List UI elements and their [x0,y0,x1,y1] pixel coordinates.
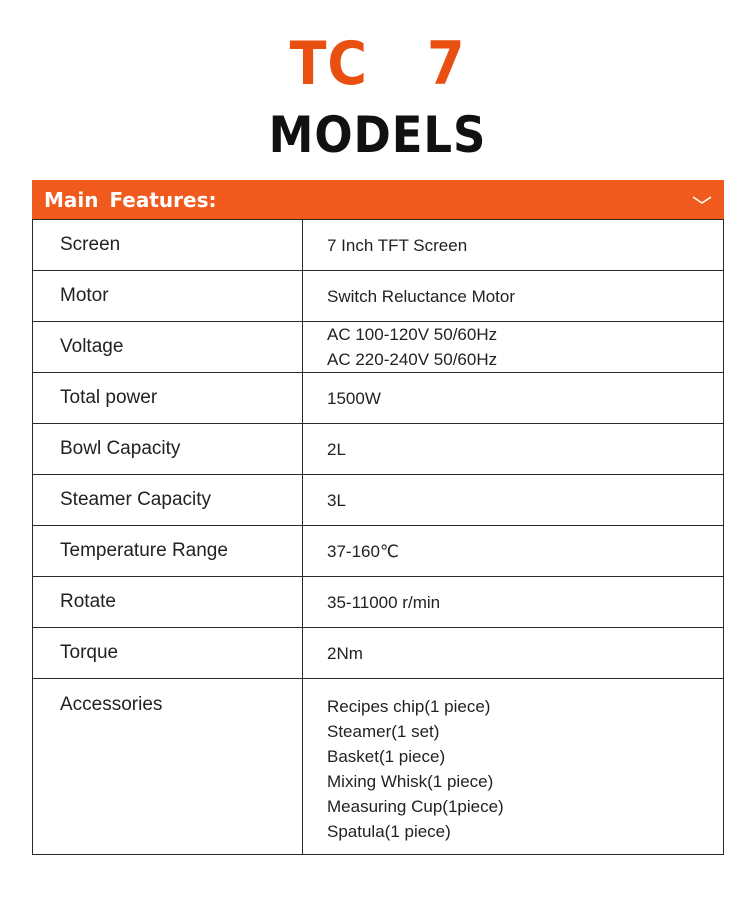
chevron-down-icon[interactable] [692,196,712,204]
spec-row [33,424,724,475]
spec-value [303,526,724,577]
spec-table [32,219,724,855]
spec-label: Temperature Range [33,526,303,577]
spec-value-line: Steamer(1 set) [327,722,440,741]
spec-value [303,424,724,475]
spec-value-line: 7 Inch TFT Screen [327,235,468,255]
spec-row [33,526,724,577]
spec-value [303,322,724,373]
spec-value-line: 2Nm [327,643,363,663]
page-title-models: MODELS [268,106,487,164]
spec-value-line: Switch Reluctance Motor [327,286,516,306]
spec-label: Total power [33,373,303,424]
spec-value [303,577,724,628]
spec-label: Accessories [33,679,303,855]
spec-row [33,220,724,271]
spec-label: Motor [33,271,303,322]
spec-value-line: AC 220-240V 50/60Hz [327,350,498,369]
spec-row [33,373,724,424]
spec-value-line: 37-160℃ [327,541,400,561]
spec-value-line: 35-11000 r/min [327,592,441,612]
spec-value-line: 2L [327,439,346,459]
spec-row [33,577,724,628]
spec-value-line: Mixing Whisk(1 piece) [327,772,494,791]
spec-label: Bowl Capacity [33,424,303,475]
spec-row [33,271,724,322]
spec-label: Steamer Capacity [33,475,303,526]
spec-value-line: Basket(1 piece) [327,747,446,766]
spec-label: Voltage [33,322,303,373]
spec-value [303,271,724,322]
spec-value [303,475,724,526]
spec-row [33,322,724,373]
main-features-bar[interactable] [32,180,724,220]
spec-label: Screen [33,220,303,271]
spec-row [33,679,724,855]
main-features-label: Main Features: [44,188,217,212]
spec-row [33,628,724,679]
page-title-model: TC 7 [289,29,466,99]
spec-value [303,679,724,855]
spec-value-line: AC 100-120V 50/60Hz [327,325,498,344]
spec-label: Rotate [33,577,303,628]
spec-value [303,373,724,424]
spec-value [303,220,724,271]
spec-value-line: 1500W [327,388,381,408]
spec-label: Torque [33,628,303,679]
spec-value [303,628,724,679]
spec-value-line: Measuring Cup(1piece) [327,797,504,816]
spec-row [33,475,724,526]
spec-value-line: Spatula(1 piece) [327,822,451,841]
spec-value-line: 3L [327,490,346,510]
spec-value-line: Recipes chip(1 piece) [327,697,491,716]
